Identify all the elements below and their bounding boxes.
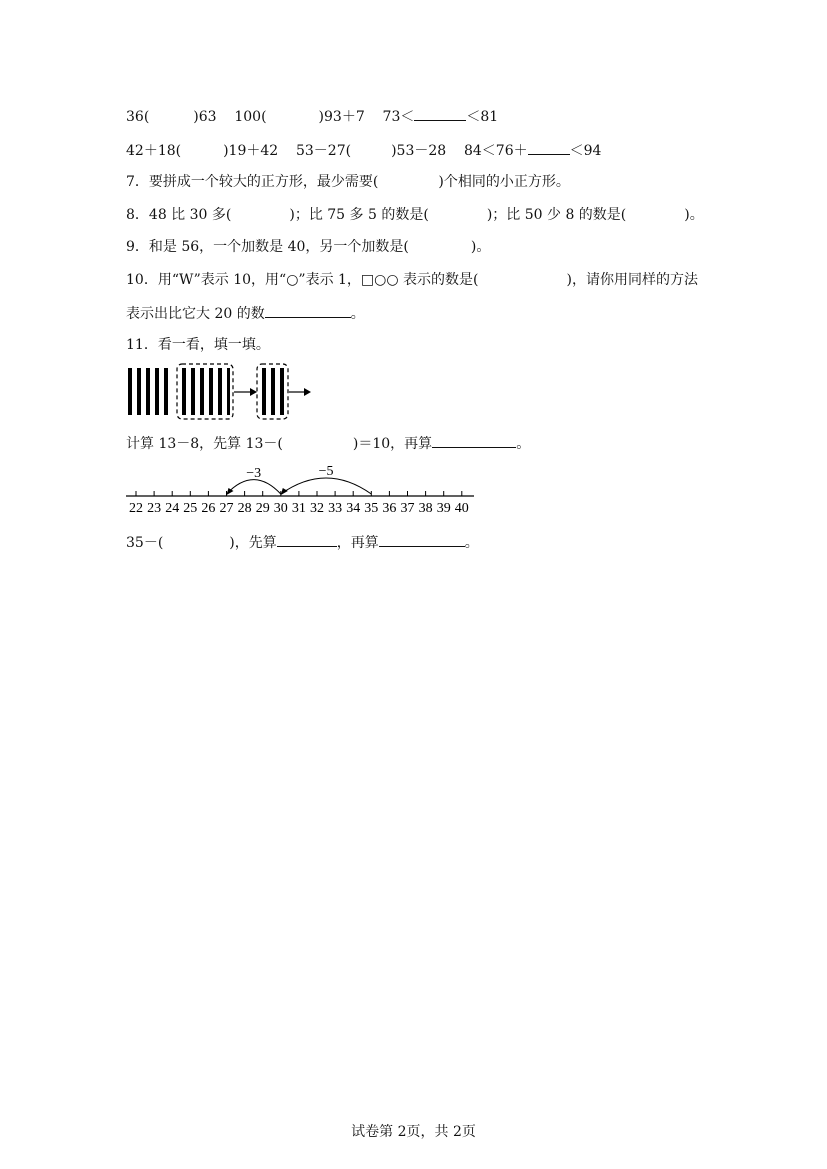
tick-label: 30 [273,501,288,516]
question-10 [126,270,698,290]
question-10-cont [126,303,365,324]
arrow-head-icon [304,388,311,396]
number-line-question [126,532,479,553]
jump-arrowhead-icon [281,488,288,495]
jump-arc [227,480,281,494]
tick-label: 35 [364,501,379,516]
blank-line[interactable] [379,532,465,547]
tick-label: 23 [147,501,162,516]
text: 36( [126,109,150,125]
text: )19＋42 53－27( [223,143,352,159]
text: 计算 13－8，先算 13－( [126,436,283,452]
text: ＜81 [466,109,499,125]
blank-line[interactable] [528,140,570,155]
question-9 [126,237,490,257]
question-11: 11．看一看，填一填。 [126,337,270,353]
text: ，再算 [336,535,379,551]
text: )，请你用同样的方法 [566,272,698,288]
loose-sticks [128,368,168,415]
tick-label: 32 [310,501,324,516]
jump-arc [281,478,372,494]
comparison-row-2 [126,140,601,161]
text: 。 [350,306,365,322]
text: )，先算 [229,535,277,551]
blank-line[interactable] [265,303,351,318]
tick-label: 29 [255,501,270,516]
jump-label: −5 [318,464,334,479]
text: ＜94 [569,143,602,159]
comparison-row-1 [126,106,498,127]
tick-label: 40 [454,501,469,516]
blank-line[interactable] [277,532,337,547]
text: )＝10，再算 [352,436,433,452]
text: 35－( [126,535,164,551]
tick-label: 38 [418,501,433,516]
blank-line[interactable] [414,106,466,121]
text: )93＋7 73＜ [318,109,415,125]
tick-label: 33 [328,501,343,516]
tick-label: 27 [219,501,234,516]
tick-label: 36 [382,501,397,516]
tick-label: 34 [346,501,361,516]
boxed-sticks-small [262,368,284,415]
tick-label: 37 [400,501,415,516]
text: )；比 75 多 5 的数是( [289,207,429,223]
tick-label: 28 [237,501,252,516]
boxed-sticks [182,368,230,415]
tick-label: 22 [129,501,143,516]
page-footer: 试卷第 2页，共 2页 [351,1124,476,1140]
text: )个相同的小正方形。 [438,174,570,190]
question-8 [126,205,704,225]
calc-question [126,433,530,454]
text: 8．48 比 30 多( [126,207,232,223]
arrow-head-icon [250,388,257,396]
text: )53－28 84＜76＋ [391,143,528,159]
text: 表示出比它大 20 的数 [126,306,265,322]
text: 9．和是 56，一个加数是 40，另一个加数是( [126,239,409,255]
text: 42＋18( [126,143,182,159]
jump-label: −3 [246,465,262,481]
number-line [124,460,476,516]
tick-label: 24 [165,501,180,516]
text: 10．用“W”表示 10，用“○”表示 1，□○○ 表示的数是( [126,272,479,288]
jump-arrowhead-icon [227,488,234,495]
tick-label: 31 [291,501,306,516]
tick-label: 26 [201,501,216,516]
text: )63 100( [193,109,267,125]
blank-line[interactable] [432,433,516,448]
text: 。 [516,436,531,452]
text: )。 [470,239,491,255]
text: 。 [464,535,479,551]
text: )；比 50 少 8 的数是( [486,207,627,223]
text: 7．要拼成一个较大的正方形，最少需要( [126,174,379,190]
stick-bundles-figure [126,362,316,422]
tick-label: 39 [436,501,451,516]
tick-label: 25 [183,501,198,516]
text: )。 [684,207,704,223]
question-7 [126,172,570,192]
